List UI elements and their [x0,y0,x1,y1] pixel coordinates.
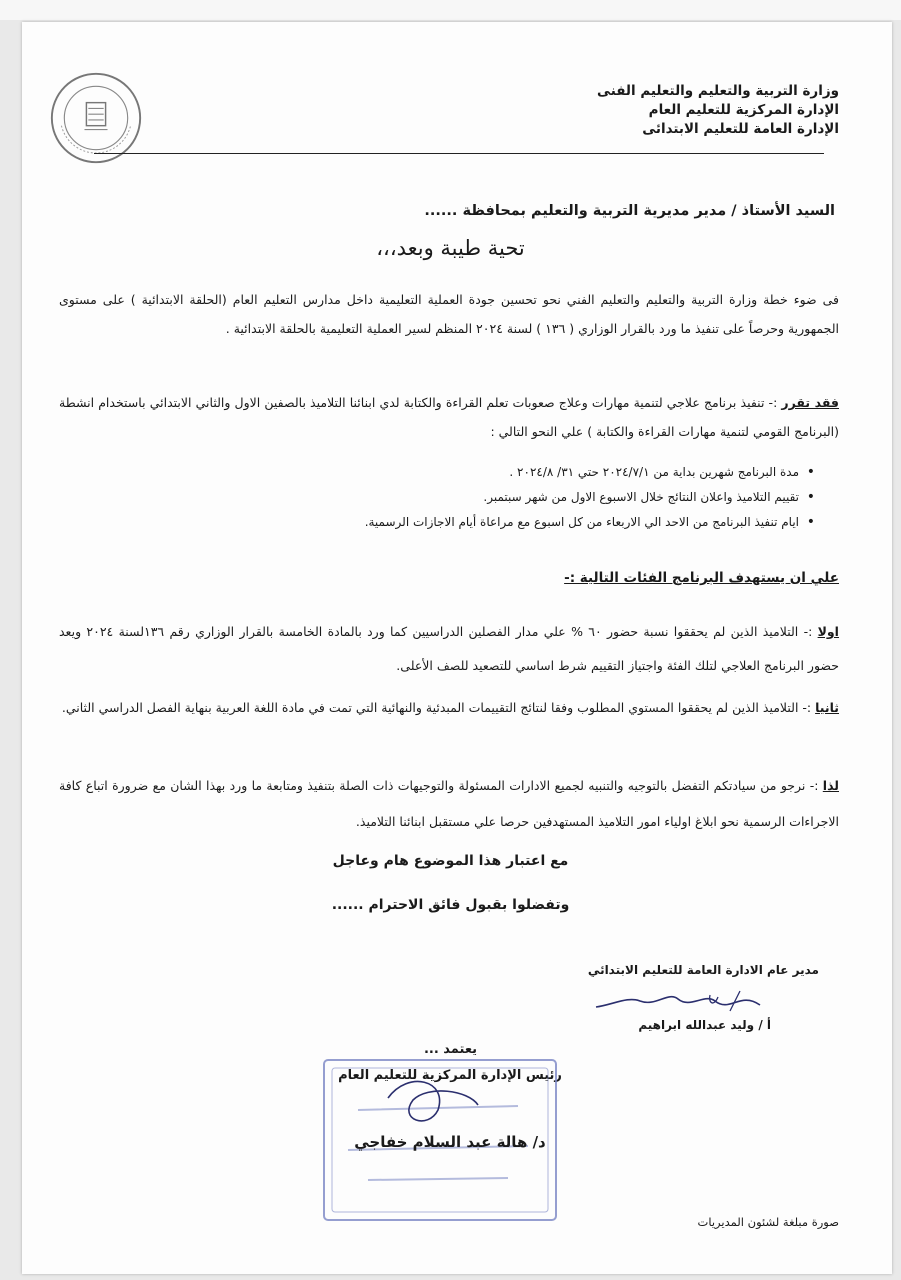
list-item: • مدة البرنامج شهرين بداية من ٢٠٢٤/٧/١ حتي ٣١/ ٢٠٢٤/٨ . [119,460,799,485]
copy-note: صورة مبلغة لشئون المديريات [697,1215,839,1229]
request-paragraph [59,768,839,840]
approval-label: يعتمد ... [423,1042,478,1057]
ministry-title: وزارة التربية والتعليم والتعليم الفنى [597,83,839,99]
therefore-label: لذا [822,778,839,793]
addressee: السيد الأستاذ / مدير مديرية التربية والتعليم بمحافظة ...... [424,203,835,219]
central-admin-title: الإدارة المركزية للتعليم العام [648,102,839,118]
decision-label: فقد تقرر [781,395,839,410]
ministry-seal-logo [48,70,144,166]
first-text: :- التلاميذ الذين لم يحققوا نسبة حضور ٦٠ % علي مدار الفصلين الدراسيين كما ورد بالمادة الخامسة بالقرار الوزاري رقم ١٣٦لسنة ٢٠٢٤ ويعد حضور البرنامج العلاجي لتلك الفئة واجتياز التقييم شرط اساسي للتصعيد للصف الأعلى. [59,624,839,673]
second-label: ثانيا [815,700,839,715]
signatory-name: أ / وليد عبدالله ابراهيم [638,1018,771,1032]
decision-text: :- تنفيذ برنامج علاجي لتنمية مهارات وعلاج صعوبات تعلم القراءة والكتابة لدي ابنائنا التلاميذ بالصفين الاول والثاني الابتدائي باستخدام انشطة (البرنامج القومي لتنمية مهارات القراءة والكتابة ) علي النحو التالي : [59,395,839,439]
signatory-title: مدير عام الادارة العامة للتعليم الابتدائي [587,963,819,977]
general-admin-title: الإدارة العامة للتعليم الابتدائى [642,121,839,137]
approval-title: رئيس الإدارة المركزية للتعليم العام [338,1068,562,1083]
program-details-list [119,460,819,535]
approval-name: د/ هالة عبد السلام خفاجي [354,1133,546,1151]
second-text: :- التلاميذ الذين لم يحققوا المستوي المطلوب وفقا لنتائج التقييمات المبدئية والنهائية التي تمت في مادة اللغة العربية بنهاية الفصل الدراسي الثاني. [61,700,812,715]
closing-regards: وتفضلوا بقبول فائق الاحترام ...... [331,897,570,913]
first-group-paragraph [59,615,839,683]
signature-1 [590,985,770,1017]
greeting: تحية طيبة وبعد،،، [376,236,525,260]
header-divider [94,153,824,154]
first-label: اولا [817,624,839,639]
intro-paragraph: فى ضوء خطة وزارة التربية والتعليم والتعليم الفني نحو تحسين جودة العملية التعليمية داخل مدارس التعليم العام (الحلقة الابتدائية ) على مستوى الجمهورية وحرصاً على تنفيذ ما ورد بالقرار الوزاري ( ١٣٦ ) لسنة ٢٠٢٤ المنظم لسير العملية التعليمية بالحلقة الابتدائية . [59,292,839,336]
decision-paragraph [59,388,839,446]
target-groups-heading: علي ان يستهدف البرنامج الفئات التالية :- [564,570,839,586]
closing-urgent: مع اعتبار هذا الموضوع هام وعاجل [332,853,569,869]
therefore-text: :- نرجو من سيادتكم التفضل بالتوجيه والتنبيه لجميع الادارات المسئولة والتوجيهات ذات الصلة بتنفيذ ومتابعة ما ورد بهذا الشان مع ضرورة اتباع كافة الاجراءات الرسمية نحو ابلاغ اولياء امور التلاميذ المستهدفين حرصا علي مستقبل ابنائنا التلاميذ. [59,778,839,829]
second-group-paragraph [59,690,839,726]
list-item: • تقييم التلاميذ واعلان النتائج خلال الاسبوع الاول من شهر سبتمبر. [119,485,799,510]
list-item: • ايام تنفيذ البرنامج من الاحد الي الاربعاء من كل اسبوع مع مراعاة أيام الاجازات الرسمية. [119,510,799,535]
